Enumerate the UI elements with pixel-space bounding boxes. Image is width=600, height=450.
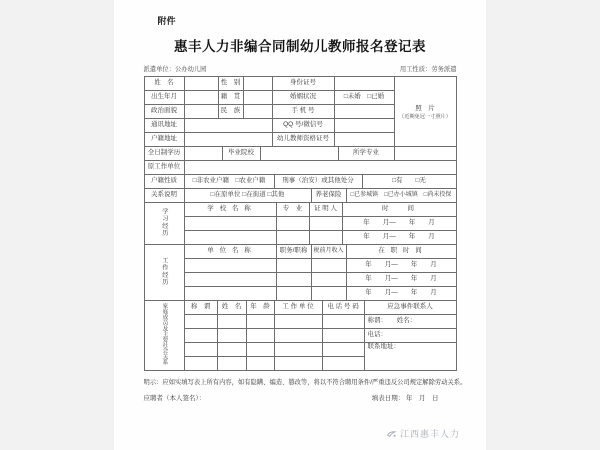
- household-address-label: 户籍地址: [144, 133, 184, 147]
- native-place-field: [243, 91, 272, 105]
- family-name-field: [217, 343, 246, 357]
- table-row: [144, 203, 456, 217]
- table-row: [144, 245, 456, 259]
- table-row: [144, 343, 456, 357]
- qq-wechat-label: QQ 号/微信号: [272, 119, 334, 133]
- family-phone-field: [322, 315, 364, 329]
- table-row: [144, 287, 456, 301]
- photo-box: [394, 77, 456, 147]
- work-section-cell: [144, 245, 184, 301]
- table-row: [144, 217, 456, 231]
- teacher-cert-label: 幼儿教师资格证号: [272, 133, 334, 147]
- family-relation-field: [184, 357, 217, 371]
- relation-pension-table: [144, 188, 457, 203]
- date-blank: 年 月 日: [406, 395, 439, 402]
- table-row: [144, 315, 456, 329]
- pension-label: 养老保险: [311, 189, 346, 203]
- mobile-field: [334, 105, 394, 119]
- mail-address-field: [184, 119, 272, 133]
- family-name-field: [217, 315, 246, 329]
- photo-note: （近期免冠一寸照片）: [399, 113, 451, 120]
- work-section-label: 工作经历: [160, 256, 168, 286]
- date-line: [372, 393, 439, 402]
- position-header: 职务/职称: [276, 245, 311, 259]
- school-name-field: [184, 231, 276, 245]
- fulltime-edu-field: [184, 147, 222, 161]
- table-row: [144, 273, 456, 287]
- family-phone-header: 电 话 号 码: [322, 301, 364, 315]
- company-logo: [386, 427, 460, 440]
- employment-nature-label: 用工性质：劳务派遣: [399, 66, 457, 73]
- native-place-label: 籍 贯: [218, 91, 243, 105]
- ethnicity-field: [243, 105, 272, 119]
- family-relation-field: [184, 329, 217, 343]
- tenure-header: 在 职 时 间: [346, 245, 456, 259]
- signature-row: [144, 393, 457, 402]
- logo-text: 江西惠丰人力: [399, 429, 460, 439]
- name-field: [184, 77, 218, 91]
- emergency-name-line: 称谓： 姓名：: [364, 315, 456, 329]
- table-row: [144, 147, 456, 161]
- logo-icon: [386, 428, 397, 439]
- household-type-table: [144, 174, 457, 189]
- former-employer-field: [184, 161, 456, 175]
- family-age-field: [246, 357, 274, 371]
- political-label: 政治面貌: [144, 105, 184, 119]
- study-section-cell: [144, 203, 184, 245]
- declaration-note: 明示：应如实填写表上所有内容，如有隐瞒、编造、篡改等，将以不符合聘用条件/严重违反公司规定解除劳动关系。: [143, 379, 467, 386]
- mail-address-label: 通讯地址: [144, 119, 184, 133]
- unit-name-field: [184, 287, 276, 301]
- unit-name-field: [184, 259, 276, 273]
- table-row: [144, 161, 456, 175]
- school-name-header: 学 校 名 称: [184, 203, 276, 217]
- tenure-field: 年 月— 年 月: [346, 287, 456, 301]
- family-relation-header: 称 谓: [184, 301, 217, 315]
- marital-checkboxes: □未婚 □已婚: [334, 91, 394, 105]
- scanned-form-page: [114, 0, 486, 450]
- study-history-table: [144, 202, 457, 245]
- study-section-label: 学习经历: [160, 207, 168, 237]
- unit-name-header: 单 位 名 称: [184, 245, 276, 259]
- college-label: 毕业院校: [222, 147, 260, 161]
- table-row: [144, 329, 456, 343]
- tenure-field: 年 月— 年 月: [346, 273, 456, 287]
- income-header: 税前月收入: [311, 245, 346, 259]
- relation-note-label: 关系说明: [144, 189, 184, 203]
- family-phone-field: [322, 329, 364, 343]
- form-content: [143, 14, 467, 402]
- birth-label: 出生年月: [144, 91, 184, 105]
- work-history-table: [144, 244, 457, 301]
- relation-checkboxes: □在原单位 □在街道 □其他: [184, 189, 311, 203]
- mobile-label: 手 机 号: [272, 105, 334, 119]
- family-table: [144, 300, 457, 371]
- emergency-phone-line: 电话：: [364, 329, 456, 343]
- form-subheader: [144, 64, 457, 73]
- witness-field: [309, 231, 342, 245]
- family-section-cell: [144, 301, 184, 371]
- family-unit-field: [274, 343, 322, 357]
- education-row-table: [144, 146, 457, 161]
- fulltime-edu-label: 全日制学历: [144, 147, 184, 161]
- date-label: 填表日期：: [371, 395, 405, 402]
- family-name-field: [217, 329, 246, 343]
- witness-header: 证 明 人: [309, 203, 342, 217]
- family-age-field: [246, 315, 274, 329]
- position-field: [276, 259, 311, 273]
- punishment-checkboxes: □有 □无: [362, 175, 456, 189]
- income-field: [311, 287, 346, 301]
- school-name-field: [184, 217, 276, 231]
- income-field: [311, 273, 346, 287]
- name-label: 姓 名: [144, 77, 184, 91]
- family-section-label: 家庭成员及主要社会关系: [161, 303, 168, 365]
- family-relation-field: [184, 343, 217, 357]
- former-employer-table: [144, 160, 457, 175]
- household-type-checkboxes: □非农业户籍 □农业户籍: [184, 175, 274, 189]
- table-row: [144, 259, 456, 273]
- qq-wechat-field: [334, 119, 394, 133]
- position-field: [276, 287, 311, 301]
- major-field: [394, 147, 456, 161]
- birth-field: [184, 91, 218, 105]
- id-number-field: [334, 77, 394, 91]
- table-row: [144, 231, 456, 245]
- study-major-header: 专 业: [276, 203, 309, 217]
- household-address-field: [184, 133, 272, 147]
- family-age-header: 年 龄: [246, 301, 274, 315]
- study-major-field: [276, 231, 309, 245]
- household-type-label: 户籍性质: [144, 175, 184, 189]
- signature-label: 应聘者（本人签名）：: [143, 395, 206, 402]
- table-row: [144, 175, 456, 189]
- position-field: [276, 273, 311, 287]
- attachment-label: 附件: [157, 16, 176, 26]
- family-unit-field: [274, 357, 322, 371]
- political-field: [184, 105, 218, 119]
- former-employer-label: 原工作单位: [144, 161, 184, 175]
- dispatch-unit-label: 派遣单位：公办幼儿园: [143, 66, 207, 73]
- study-time-field: 年 月— 年 月: [342, 231, 456, 245]
- photo-label: 照 片: [415, 104, 435, 112]
- pension-checkboxes: □已参城镇 □已办小城镇 □尚未投保: [346, 189, 456, 203]
- table-row: [144, 301, 456, 315]
- family-unit-field: [274, 329, 322, 343]
- table-row: [144, 189, 456, 203]
- family-unit-header: 工 作 单 位: [274, 301, 322, 315]
- emergency-contact-header: 应急事件联系人: [364, 301, 456, 315]
- marital-label: 婚姻状况: [272, 91, 334, 105]
- family-name-header: 姓 名: [217, 301, 246, 315]
- form-title: 惠丰人力非编合同制幼儿教师报名登记表: [174, 39, 426, 54]
- gender-label: 性 别: [218, 77, 243, 91]
- college-field: [260, 147, 338, 161]
- punishment-label: 刑事（治安）或其他处分: [274, 175, 362, 189]
- basic-info-table: [144, 76, 457, 147]
- major-label: 所学专业: [338, 147, 394, 161]
- family-age-field: [246, 329, 274, 343]
- family-phone-field: [322, 343, 364, 357]
- unit-name-field: [184, 273, 276, 287]
- study-major-field: [276, 217, 309, 231]
- teacher-cert-field: [334, 133, 394, 147]
- study-time-header: 时 间: [342, 203, 456, 217]
- family-relation-field: [184, 315, 217, 329]
- family-phone-field: [322, 357, 364, 371]
- gender-field: [243, 77, 272, 91]
- emergency-address-line: 联系地址：: [364, 343, 456, 371]
- witness-field: [309, 217, 342, 231]
- table-row: [144, 77, 456, 91]
- income-field: [311, 259, 346, 273]
- family-unit-field: [274, 315, 322, 329]
- ethnicity-label: 民 族: [218, 105, 243, 119]
- family-name-field: [217, 357, 246, 371]
- study-time-field: 年 月— 年 月: [342, 217, 456, 231]
- family-age-field: [246, 343, 274, 357]
- id-number-label: 身份证号: [272, 77, 334, 91]
- tenure-field: 年 月— 年 月: [346, 259, 456, 273]
